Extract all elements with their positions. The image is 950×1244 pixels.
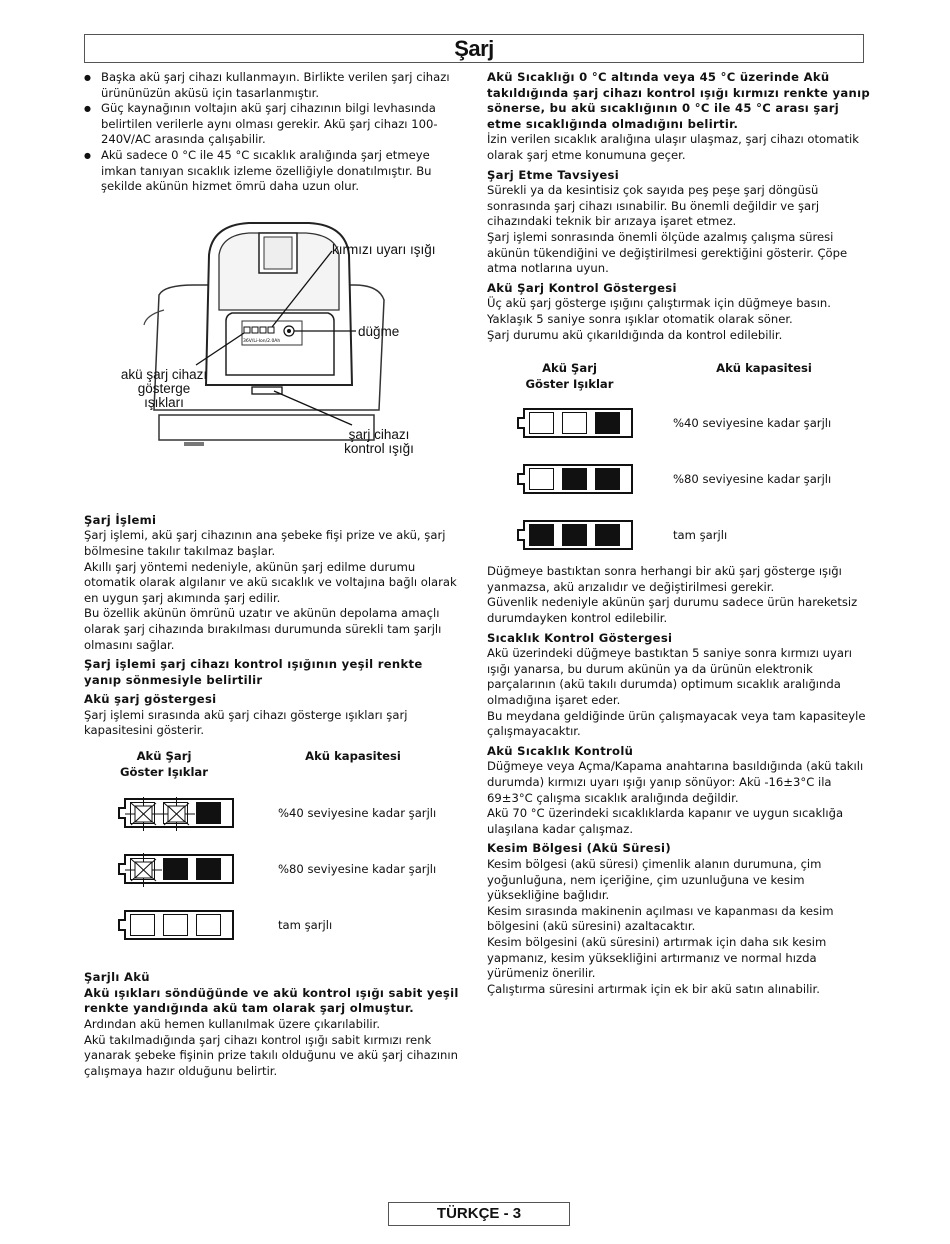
gauge-header-lights: Akü Şarj Göster Işıklar xyxy=(120,749,208,779)
page-footer xyxy=(388,1202,570,1226)
page-title: Şarj xyxy=(454,36,494,61)
paragraph: Kesim bölgesini (akü süresini) artırmak için daha sık kesim yapmanız, kesim yüksekliğini artırmanız ve normal hızda yürümeniz önerilir. xyxy=(487,934,827,981)
battery-icon xyxy=(118,910,236,942)
bold-paragraph: Akü ışıkları söndüğünde ve akü kontrol ışığı sabit yeşil renkte yandığında akü tam olarak şarj olmuştur. xyxy=(84,985,459,1016)
section-heading: Şarjlı Akü xyxy=(84,970,150,985)
battery-icon xyxy=(517,464,635,496)
footer-label: TÜRKÇE - 3 xyxy=(436,1205,522,1222)
section-heading: Kesim Bölgesi (Akü Süresi) xyxy=(487,841,671,856)
light-on-icon xyxy=(562,468,587,490)
charger-control-light-label: şarj cihazı kontrol ışığı xyxy=(344,426,414,456)
bullet-list xyxy=(84,70,464,195)
capacity-label: %40 seviyesine kadar şarjlı xyxy=(673,416,832,431)
paragraph: Üç akü şarj gösterge ışığını çalıştırmak için düğmeye basın. Yaklaşık 5 saniye sonra ışıklar otomatik olarak söner. xyxy=(487,296,831,326)
light-off-icon xyxy=(130,914,155,936)
gauge-rows xyxy=(84,786,464,954)
paragraph: Bu özellik akünün ömrünü uzatır ve akünün depolama amaçlı olarak şarj cihazında bırakılması durumunda sürekli tam şarjlı olmasını sağlar. xyxy=(84,606,442,652)
light-blinking-icon xyxy=(163,802,188,824)
bullet-item: ● Akü sadece 0 °C ile 45 °C sıcaklık aralığında şarj etmeye imkan tanıyan sıcaklık izleme özelliğiyle donatılmıştır. Bu şekilde akünün hizmet ömrü daha uzun olur. xyxy=(84,148,464,195)
light-on-icon xyxy=(595,412,620,434)
light-on-icon xyxy=(196,858,221,880)
bold-paragraph: Akü Sıcaklığı 0 °C altında veya 45 °C üzerinde Akü takıldığında şarj cihazı kontrol ışığı kırmızı renkte yanıp sönerse, bu akü sıcaklığının 0 °C ile 45 °C arası şarj etme sıcaklığında olmadığını belirtir. xyxy=(487,70,870,131)
bullet-item: ● Başka akü şarj cihazı kullanmayın. Birlikte verilen şarj cihazı ürününüzün aküsü için tasarlanmıştır. xyxy=(84,70,464,101)
bullet-item: ● Güç kaynağının voltajın akü şarj cihazının bilgi levhasında belirtilen verilerle aynı olması gerekir. Akü şarj cihazı 100-240V/AC arasında çalışabilir. xyxy=(84,101,464,148)
battery-icon xyxy=(517,520,635,552)
light-off-icon xyxy=(529,412,554,434)
gauge-lights-label: akü şarj cihazı gösterge ışıkları xyxy=(120,366,208,410)
paragraph: Akü 70 °C üzerindeki sıcaklıklarda kapanır ve uygun sıcaklığa ulaşılana kadar çalışmaz. xyxy=(487,806,844,836)
gauge-header-lights: Akü Şarj Göster Işıklar xyxy=(525,361,614,391)
light-off-icon xyxy=(529,468,554,490)
paragraph: Şarj durumu akü çıkarıldığında da kontrol edilebilir. xyxy=(487,327,783,342)
page-title-box xyxy=(84,34,864,63)
light-on-icon xyxy=(595,468,620,490)
capacity-label: %80 seviyesine kadar şarjlı xyxy=(278,862,437,877)
light-on-icon xyxy=(529,524,554,546)
capacity-label: %80 seviyesine kadar şarjlı xyxy=(673,472,832,487)
capacity-label: tam şarjlı xyxy=(278,918,333,933)
button-label: düğme xyxy=(358,323,400,339)
paragraph: Şarj işlemi, akü şarj cihazının ana şebeke fişi prize ve akü, şarj bölmesine takılır takılmaz başlar. xyxy=(84,528,446,558)
light-blinking-icon xyxy=(130,802,155,824)
light-on-icon xyxy=(163,858,188,880)
paragraph: Kesim sırasında makinenin açılması ve kapanması da kesim bölgesini (akü süresini) azaltacaktır. xyxy=(487,903,834,934)
gauge-header xyxy=(487,361,871,392)
light-on-icon xyxy=(595,524,620,546)
section-heading: Şarj Etme Tavsiyesi xyxy=(487,167,620,182)
battery-icon xyxy=(517,408,635,440)
light-off-icon xyxy=(196,914,221,936)
charge-gauge-table xyxy=(84,749,464,954)
paragraph: Şarj işlemi sırasında akü şarj cihazı gösterge ışıkları şarj kapasitesini gösterir. xyxy=(84,707,408,738)
charger-figure xyxy=(84,215,464,485)
gauge-row xyxy=(487,508,871,564)
paragraph: Düğmeye veya Açma/Kapama anahtarına basıldığında (akü takılı durumda) kırmızı uyarı ışığı yanıp sönüyor: Akü -16±3°C ila 69±3°C çalışma sıcaklık aralığında değildir. xyxy=(487,759,864,805)
gauge-row xyxy=(84,786,464,842)
light-on-icon xyxy=(562,524,587,546)
section-heading: Akü Şarj Kontrol Göstergesi xyxy=(487,280,677,295)
paragraph: İzin verilen sıcaklık aralığına ulaşır ulaşmaz, şarj cihazı otomatik olarak şarj etme konumuna geçer. xyxy=(487,132,859,162)
paragraph: Ardından akü hemen kullanılmak üzere çıkarılabilir. xyxy=(84,1017,381,1032)
light-blinking-icon xyxy=(130,858,155,880)
paragraph: Akü üzerindeki düğmeye bastıktan 5 saniye sonra kırmızı uyarı ışığı yanarsa, bu durum akünün ya da ürünün elektronik parçalarının (akü takılı durumda) optimum sıcaklık aralığında olmadığına işaret eder. xyxy=(487,646,852,708)
gauge-row xyxy=(487,452,871,508)
section-heading: Akü Sıcaklık Kontrolü xyxy=(487,743,634,758)
light-on-icon xyxy=(196,802,221,824)
section-heading: Şarj İşlemi xyxy=(84,512,157,527)
paragraph: Akıllı şarj yöntemi nedeniyle, akünün şarj edilme durumu otomatik olarak algılanır ve akü sıcaklık ve voltajına bağlı olarak en uygun şarj akımında şarj edilir. xyxy=(84,559,457,605)
battery-icon xyxy=(118,854,236,886)
light-off-icon xyxy=(163,914,188,936)
paragraph: Akü takılmadığında şarj cihazı kontrol ışığı sabit kırmızı renk yanarak şebeke fişinin prize takılı olduğunu ve akü şarj cihazının çalışmaya hazır olduğunu belirtir. xyxy=(84,1032,458,1078)
battery-icon xyxy=(118,798,236,830)
gauge-rows xyxy=(487,396,871,564)
paragraph: Çalıştırma süresini artırmak için ek bir akü satın alınabilir. xyxy=(487,981,820,996)
right-column xyxy=(487,70,871,997)
control-gauge-table xyxy=(487,361,871,564)
gauge-row xyxy=(84,842,464,898)
red-warning-light-label: kırmızı uyarı ışığı xyxy=(332,241,436,257)
gauge-header xyxy=(84,749,464,780)
paragraph: Güvenlik nedeniyle akünün şarj durumu sadece ürün hareketsiz durumdayken kontrol edilebilir. xyxy=(487,595,858,626)
capacity-label: %40 seviyesine kadar şarjlı xyxy=(278,806,437,821)
gauge-row xyxy=(487,396,871,452)
section-heading: Sıcaklık Kontrol Göstergesi xyxy=(487,630,673,645)
paragraph: Düğmeye bastıktan sonra herhangi bir akü şarj gösterge ışığı yanmazsa, akü arızalıdır ve değiştirilmesi gerekir. xyxy=(487,564,842,594)
paragraph: Şarj işlemi sonrasında önemli ölçüde azalmış çalışma süresi akünün tükendiğini ve değiştirilmesi gerektiğini gösterir. Çöpe atma notlarına uyun. xyxy=(487,229,848,276)
paragraph: Bu meydana geldiğinde ürün çalışmayacak veya tam kapasiteyle çalışmayacaktır. xyxy=(487,708,866,739)
gauge-row xyxy=(84,898,464,954)
paragraph: Kesim bölgesi (akü süresi) çimenlik alanın durumuna, çim yoğunluğuna, nem içeriğine, çim uzunluğuna ve kesim yüksekliğine bağlıdır. xyxy=(487,856,822,903)
battery-spec-text: 36V/Li-Ion/2.0Ah xyxy=(243,338,281,344)
section-heading: Şarj işlemi şarj cihazı kontrol ışığının yeşil renkte yanıp sönmesiyle belirtilir xyxy=(84,657,423,687)
gauge-header-capacity: Akü kapasitesi xyxy=(305,749,401,764)
light-off-icon xyxy=(562,412,587,434)
section-heading: Akü şarj göstergesi xyxy=(84,692,217,707)
left-column xyxy=(84,70,464,1079)
gauge-header-capacity: Akü kapasitesi xyxy=(716,361,812,376)
capacity-label: tam şarjlı xyxy=(673,528,728,543)
paragraph: Sürekli ya da kesintisiz çok sayıda peş peşe şarj döngüsü sonrasında şarj cihazı ısınabilir. Bu önemli değildir ve şarj cihazındaki teknik bir arızaya işaret etmez. xyxy=(487,183,820,229)
